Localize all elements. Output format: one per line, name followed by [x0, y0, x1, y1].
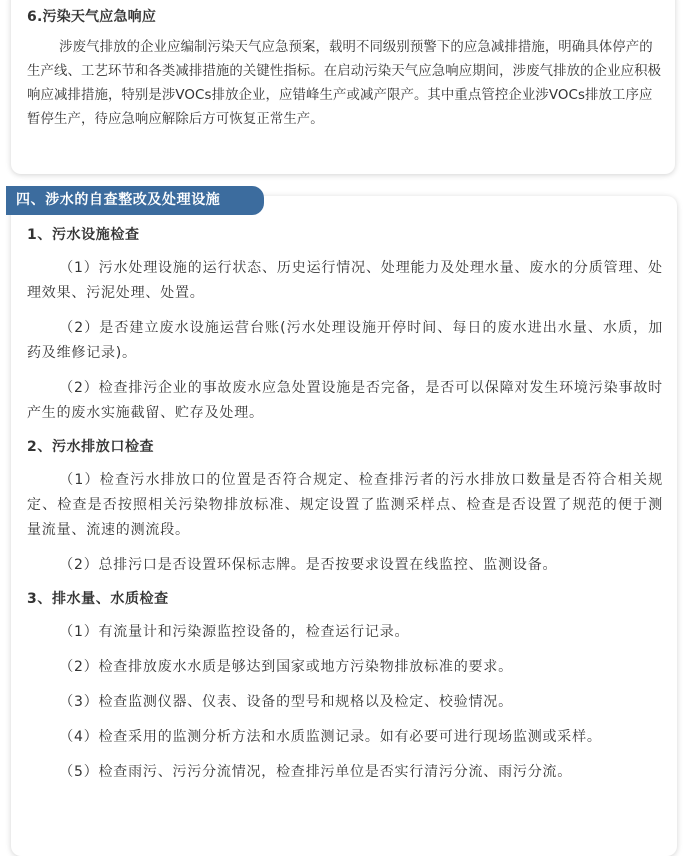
section-tab-water: 四、涉水的自查整改及处理设施: [6, 186, 264, 215]
list-item: （1）有流量计和污染源监控设备的，检查运行记录。: [59, 624, 410, 640]
list-item: （1）检查污水排放口的位置是否符合规定、检查排污者的污水排放口数量是否符合相关规定、检查是否按照相关污染物排放标准、规定设置了监测采样点、检查是否设置了规范的便于测量流量、流速的测流段。: [27, 472, 663, 538]
section-heading-pollution-weather: 6.污染天气应急响应: [27, 9, 157, 25]
list-item: （2）检查排污企业的事故废水应急处置设施是否完备，是否可以保障对发生环境污染事故时产生的废水实施截留、贮存及处理。: [27, 380, 663, 421]
list-item: （3）检查监测仪器、仪表、设备的型号和规格以及检定、校验情况。: [59, 694, 513, 710]
section4-content: [27, 224, 663, 785]
subsection-heading: 3、排水量、水质检查: [27, 591, 169, 607]
list-item: （4）检查采用的监测分析方法和水质监测记录。如有必要可进行现场监测或采样。: [59, 729, 602, 745]
subsection-heading: 2、污水排放口检查: [27, 439, 155, 455]
top-section-card: [11, 0, 675, 174]
list-item: （2）是否建立废水设施运营台账(污水处理设施开停时间、每日的废水进出水量、水质，加药及维修记录)。: [27, 320, 663, 361]
list-item: （5）检查雨污、污污分流情况，检查排污单位是否实行清污分流、雨污分流。: [59, 764, 573, 780]
list-item: （1）污水处理设施的运行状态、历史运行情况、处理能力及处理水量、废水的分质管理、处理效果、污泥处理、处置。: [27, 260, 663, 301]
list-item: （2）检查排放废水水质是够达到国家或地方污染物排放标准的要求。: [59, 659, 513, 675]
subsection-heading: 1、污水设施检查: [27, 227, 140, 243]
list-item: （2）总排污口是否设置环保标志牌。是否按要求设置在线监控、监测设备。: [59, 557, 558, 573]
paragraph-pollution-weather: 涉废气排放的企业应编制污染天气应急预案，载明不同级别预警下的应急减排措施，明确具体停产的生产线、工艺环节和各类减排措施的关键性指标。在启动污染天气应急响应期间，涉废气排放的企业应积极响应减排措施，特别是涉VOCs排放企业，应错峰生产或减产限产。其中重点管控企业涉VOCs排放工序应暂停生产，待应急响应解除后方可恢复正常生产。: [27, 40, 662, 127]
